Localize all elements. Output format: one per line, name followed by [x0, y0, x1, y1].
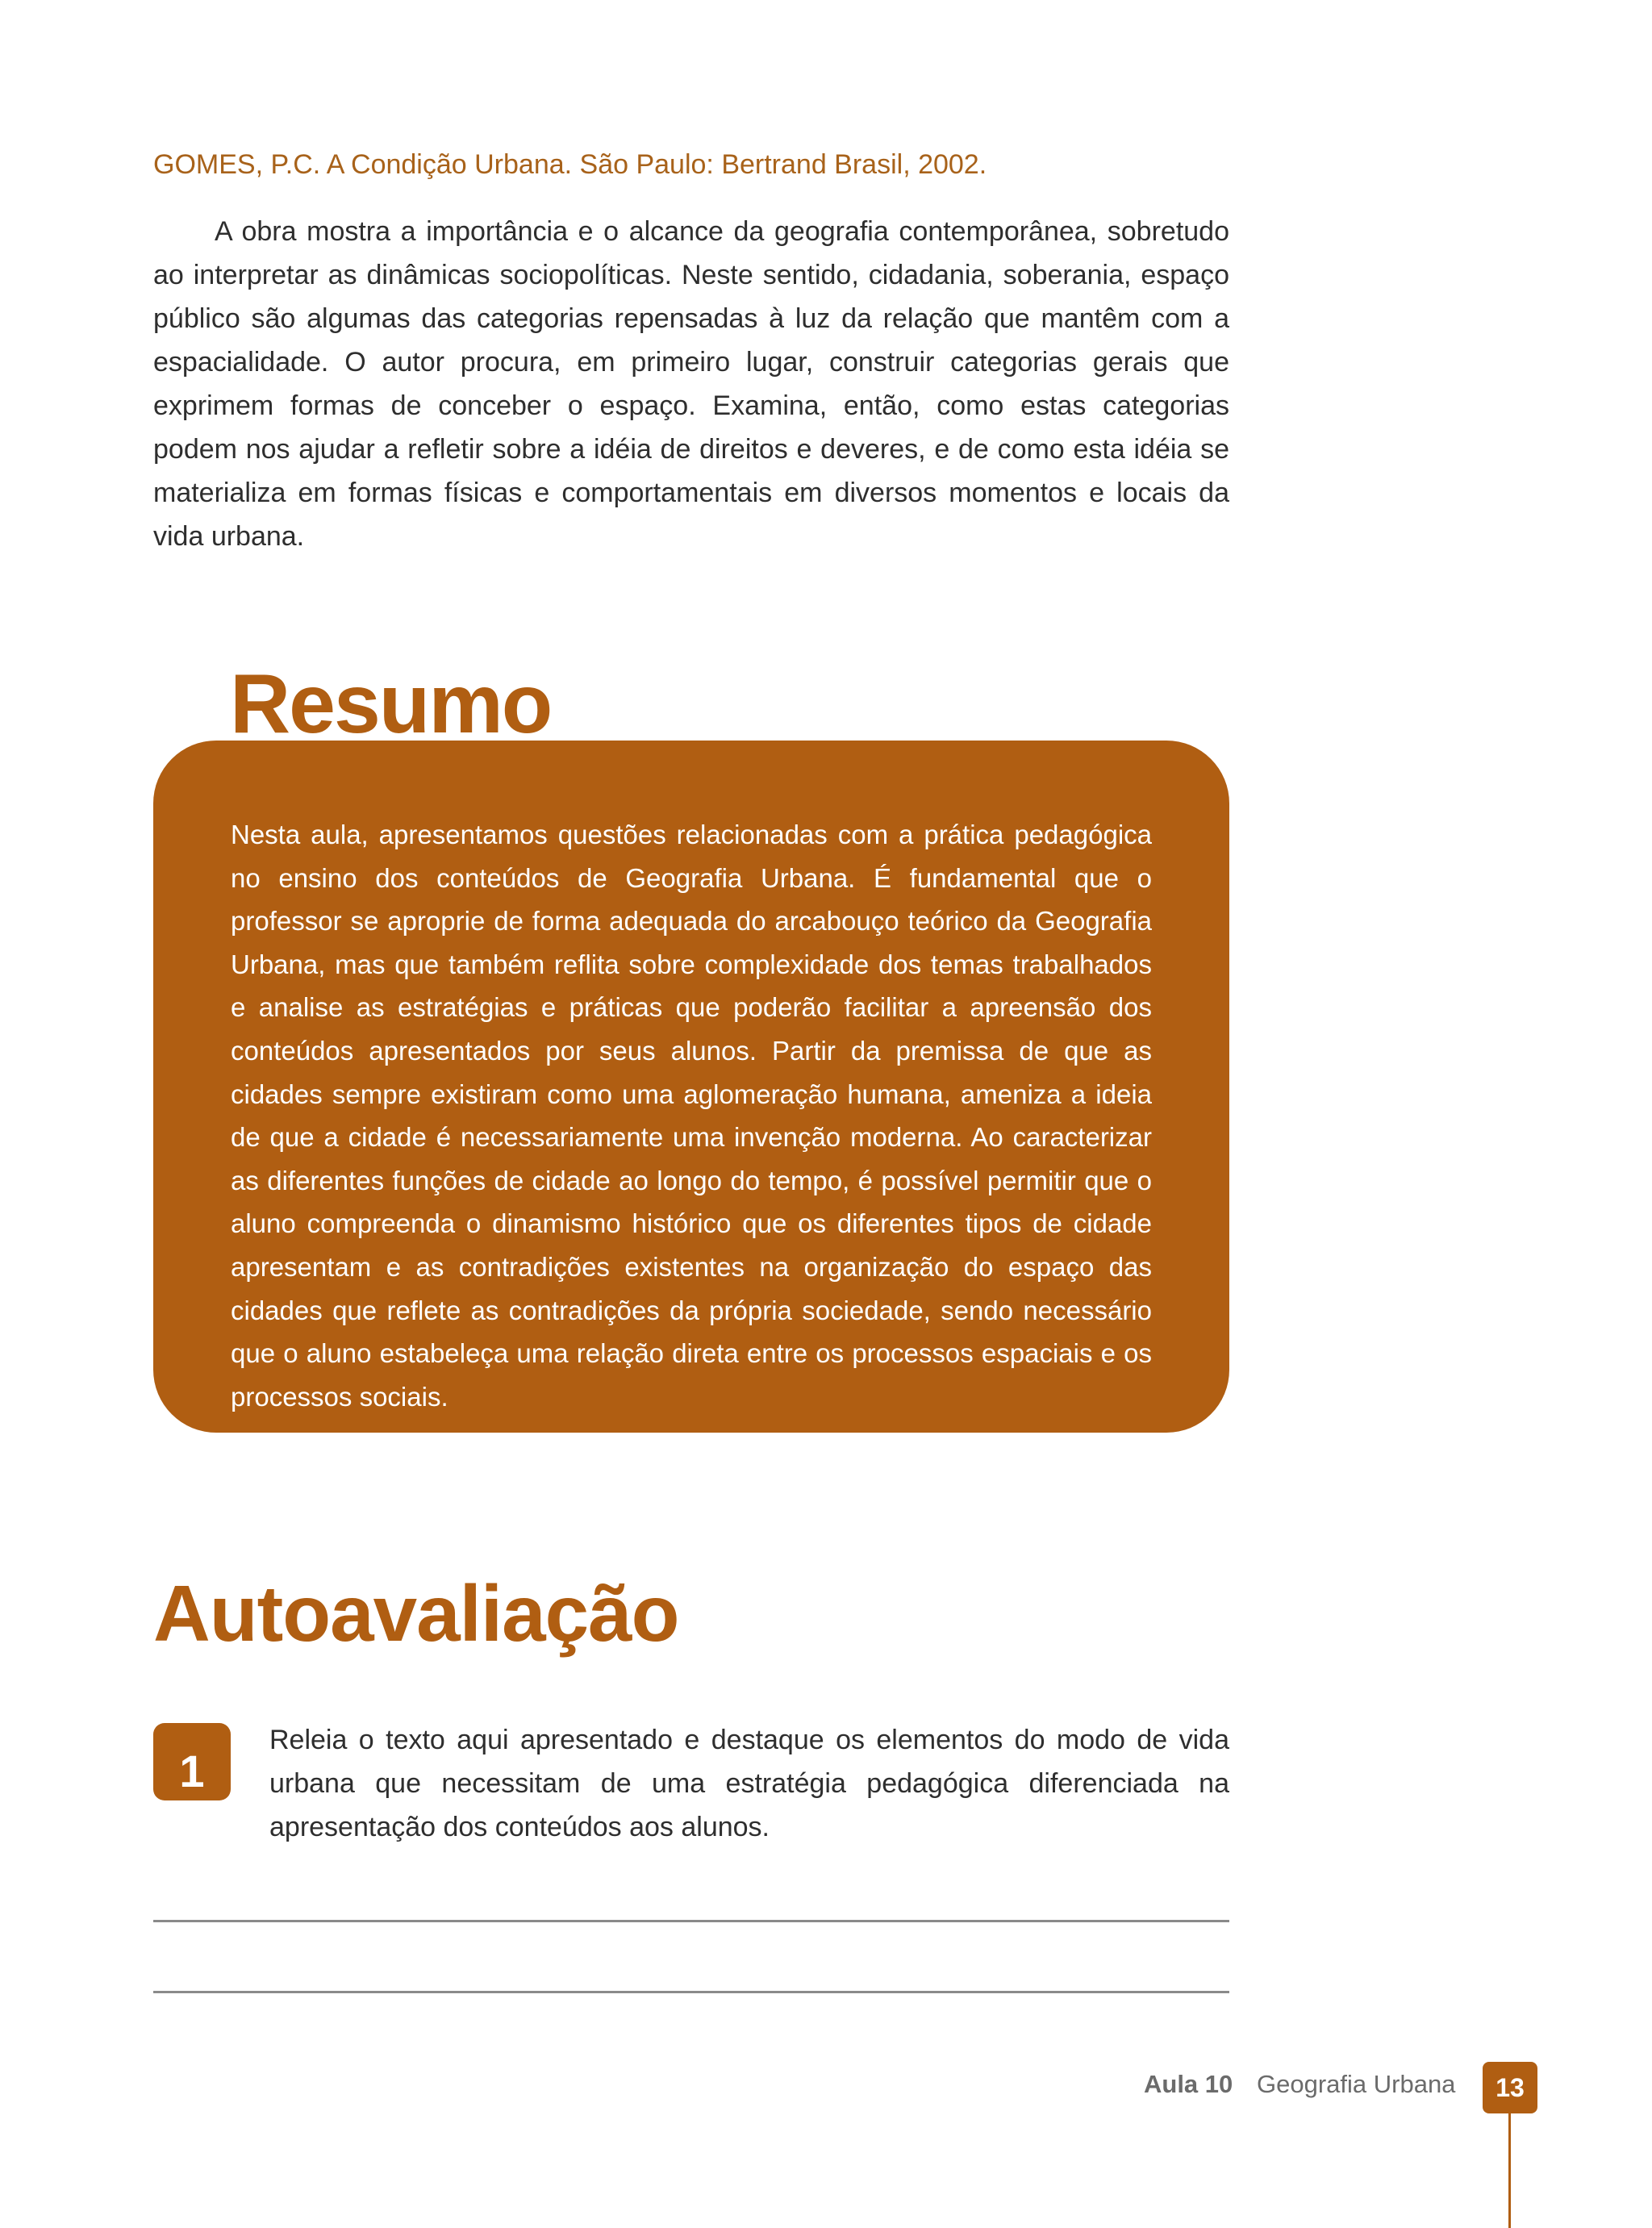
page-number: 13 [1483, 2062, 1537, 2113]
answer-line[interactable] [153, 1920, 1229, 1922]
footer-lesson: Aula 10 [1144, 2070, 1233, 2098]
resumo-heading: Resumo [230, 660, 552, 741]
reference-summary: A obra mostra a importância e o alcance da geografia contemporânea, sobretudo ao interpretar as dinâmicas sociopolíticas. Neste sentido, cidadania, soberania, espaço público são algumas das categorias repensadas à luz da relação que mantêm com a espacialidade. O autor procura, em primeiro lugar, construir categorias gerais que exprimem formas de conceber o espaço. Examina, então, como estas categorias podem nos ajudar a refletir sobre a idéia de direitos e deveres, e de como esta idéia se materializa em formas físicas e comportamentais em diversos momentos e locais da vida urbana. [153, 216, 1229, 552]
resumo-text: Nesta aula, apresentamos questões relacionadas com a prática pedagógica no ensino dos conteúdos de Geografia Urbana. É fundamental que o professor se aproprie de forma adequada do arcabouço teórico da Geografia Urbana, mas que também reflita sobre complexidade dos temas trabalhados e analise as estratégias e práticas que poderão facilitar a apreensão dos conteúdos apresentados por seus alunos. Partir da premissa de que as cidades sempre existiram como uma aglomeração humana, ameniza a ideia de que a cidade é necessariamente uma invenção moderna. Ao caracterizar as diferentes funções de cidade ao longo do tempo, é possível permitir que o aluno compreenda o dinamismo histórico que os diferentes tipos de cidade apresentam e as contradições existentes na organização do espaço das cidades que reflete as contradições da própria sociedade, sendo necessário que o aluno estabeleça uma relação direta entre os processos espaciais e os processos sociais. [231, 820, 1152, 1412]
answer-line[interactable] [153, 1991, 1229, 1993]
footer-course: Geografia Urbana [1257, 2070, 1456, 2098]
question-number-badge: 1 [153, 1723, 231, 1800]
page-number-rule [1508, 2113, 1511, 2228]
bibliographic-reference: GOMES, P.C. A Condição Urbana. São Paulo: Bertrand Brasil, 2002. [153, 149, 987, 180]
autoavaliacao-heading: Autoavaliação [153, 1569, 679, 1658]
question-text: Releia o texto aqui apresentado e destaque os elementos do modo de vida urbana que necessitam de uma estratégia pedagógica diferenciada na apresentação dos conteúdos aos alunos. [269, 1725, 1229, 1842]
